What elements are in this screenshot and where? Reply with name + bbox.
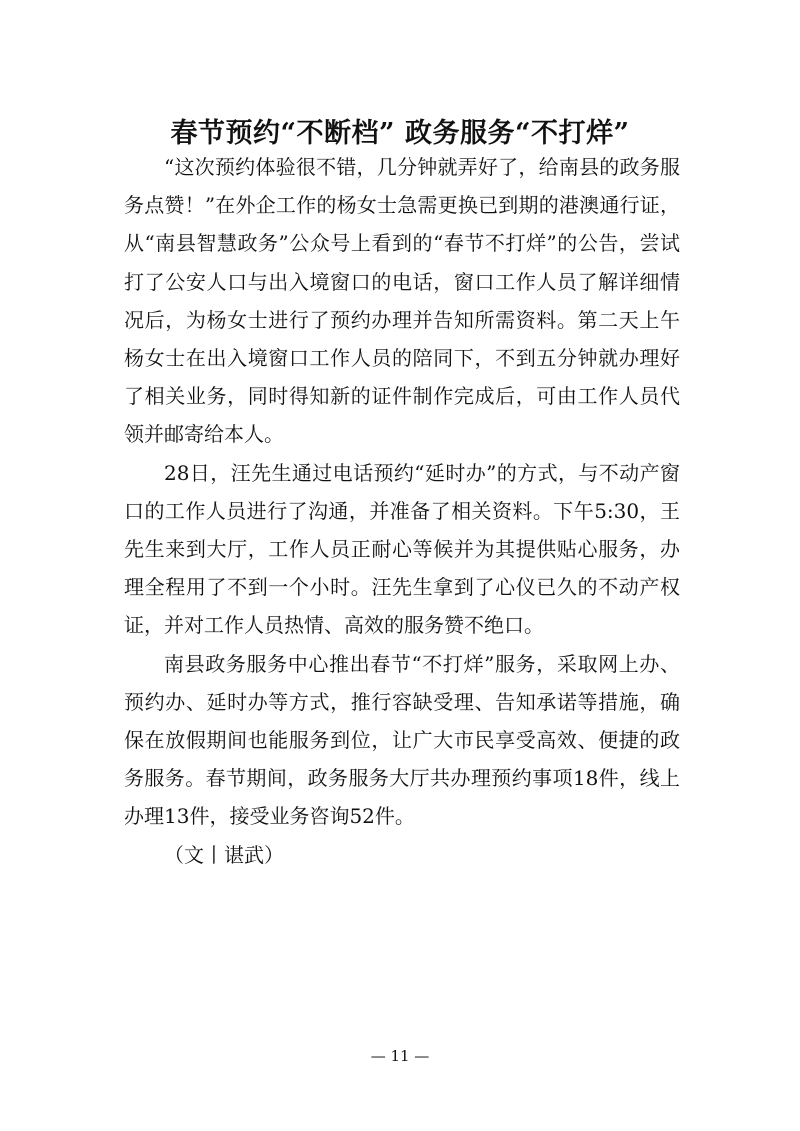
byline: （文丨谌武） bbox=[164, 842, 284, 867]
paragraph-3: 南县政务服务中心推出春节“不打烊”服务，采取网上办、预约办、延时办等方式，推行容缺受理、告知承诺等措施，确保在放假期间也能服务到位，让广大市民享受高效、便捷的政务服务。春节期间，政务服务大厅共办理预约事项18件，线上办理13件，接受业务咨询52件。 bbox=[124, 651, 680, 829]
article-body bbox=[124, 148, 680, 874]
paragraph-2: 28日，汪先生通过电话预约“延时办”的方式，与不动产窗口的工作人员进行了沟通，并准备了相关资料。下午5:30，王先生来到大厅，工作人员正耐心等候并为其提供贴心服务，办理全程用了不到一个小时。汪先生拿到了心仪已久的不动产权证，并对工作人员热情、高效的服务赞不绝口。 bbox=[124, 460, 680, 638]
article-title: 春节预约“不断档” 政务服务“不打烊” bbox=[170, 118, 630, 150]
page-number: — 11 — bbox=[370, 1047, 430, 1065]
paragraph-1: “这次预约体验很不错，几分钟就弄好了，给南县的政务服务点赞！”在外企工作的杨女士急需更换已到期的港澳通行证，从“南县智慧政务”公众号上看到的“春节不打烊”的公告，尝试打了公安人口与出入境窗口的电话，窗口工作人员了解详细情况后，为杨女士进行了预约办理并告知所需资料。第二天上午杨女士在出入境窗口工作人员的陪同下，不到五分钟就办理好了相关业务，同时得知新的证件制作完成后，可由工作人员代领并邮寄给本人。 bbox=[124, 155, 680, 447]
